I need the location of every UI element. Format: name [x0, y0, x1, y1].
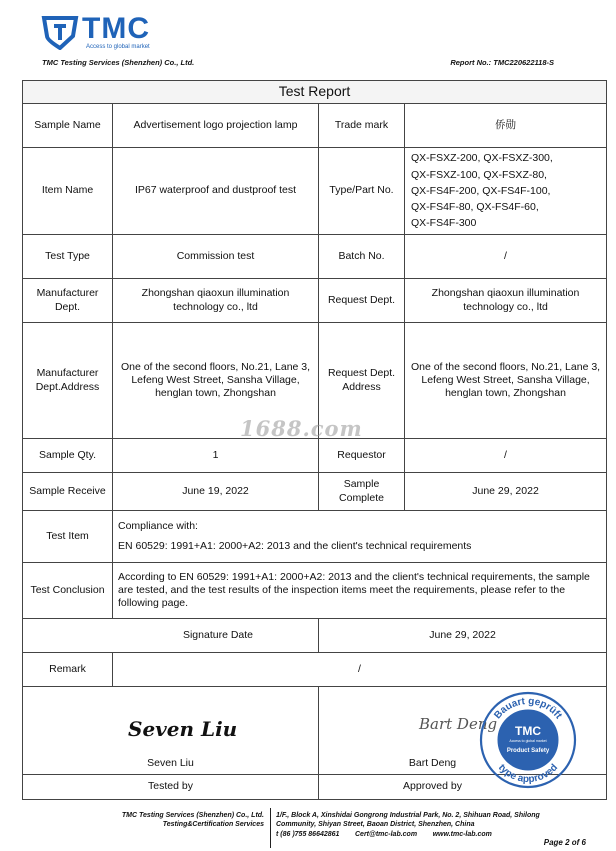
report-title: Test Report — [23, 81, 607, 104]
footer-divider — [270, 808, 271, 848]
remark-label: Remark — [23, 653, 113, 687]
part-line-4: QX-FS4F-80, QX-FS4F-60, — [411, 201, 539, 214]
product-safety-stamp — [478, 690, 578, 790]
tested-by-label: Tested by — [23, 774, 318, 793]
part-line-5: QX-FS4F-300 — [411, 217, 477, 230]
request-address-value: One of the second floors, No.21, Lane 3, Lefeng West Street, Sansha Village, henglan town, Zhongshan — [405, 323, 607, 439]
brand-name: TMC — [82, 12, 150, 45]
sample-complete-value: June 29, 2022 — [405, 473, 607, 511]
header-company: TMC Testing Services (Shenzhen) Co., Ltd. — [42, 58, 195, 67]
signature-date-value: June 29, 2022 — [319, 619, 607, 653]
tester-signature: Seven Liu — [128, 717, 238, 741]
part-line-1: QX-FSXZ-200, QX-FSXZ-300, — [411, 152, 553, 165]
approved-by-label: Approved by — [319, 774, 606, 793]
manufacturer-address-value: One of the second floors, No.21, Lane 3, Lefeng West Street, Sansha Village, henglan town, Zhongshan — [113, 323, 319, 439]
request-dept-label: Request Dept. — [319, 279, 405, 323]
test-type-label: Test Type — [23, 235, 113, 279]
approver-name: Bart Deng — [408, 757, 457, 769]
batch-value: / — [405, 235, 607, 279]
remark-value: / — [113, 653, 607, 687]
test-item-line-2: EN 60529: 1991+A1: 2000+A2: 2013 and the client's technical requirements — [118, 539, 472, 552]
page-number: Page 2 of 6 — [543, 838, 586, 847]
requestor-value: / — [405, 439, 607, 473]
tester-signature-cell — [23, 687, 319, 800]
footer-address-line-2: Community, Shiyan Street, Baoan District, Shenzhen, China — [276, 821, 475, 829]
request-dept-value: Zhongshan qiaoxun illumination technology co., ltd — [405, 279, 607, 323]
trade-mark-value: 侨勋 — [405, 104, 607, 148]
sample-qty-value: 1 — [113, 439, 319, 473]
test-item-value — [113, 511, 607, 563]
sample-receive-label: Sample Receive — [23, 473, 113, 511]
sample-qty-label: Sample Qty. — [23, 439, 113, 473]
type-part-value — [405, 148, 607, 235]
sample-receive-value: June 19, 2022 — [113, 473, 319, 511]
test-conclusion-value: According to EN 60529: 1991+A1: 2000+A2: 2013 and the client's technical requirements, the sample are tested, and the test results of the inspection items meet the requirements, please refer to the following page. — [113, 563, 607, 619]
item-name-value: IP67 waterproof and dustproof test — [113, 148, 319, 235]
request-address-label: Request Dept. Address — [319, 323, 405, 439]
approver-signature: Bart Deng — [419, 715, 498, 733]
requestor-label: Requestor — [319, 439, 405, 473]
test-item-label: Test Item — [23, 511, 113, 563]
brand-tagline: Access to global market — [86, 44, 150, 50]
sample-name-value: Advertisement logo projection lamp — [113, 104, 319, 148]
test-type-value: Commission test — [113, 235, 319, 279]
manufacturer-address-label: Manufacturer Dept.Address — [23, 323, 113, 439]
stamp-caption: Product Safety — [506, 748, 550, 754]
tester-name: Seven Liu — [147, 757, 194, 769]
footer-company-line-1: TMC Testing Services (Shenzhen) Co., Ltd. — [121, 812, 264, 819]
stamp-bottom-text: type approved — [495, 762, 561, 786]
tmc-shield-icon — [40, 14, 80, 50]
test-item-line-1: Compliance with: — [118, 520, 198, 533]
part-line-3: QX-FS4F-200, QX-FS4F-100, — [411, 184, 551, 197]
stamp-brand: TMC — [515, 724, 541, 738]
manufacturer-dept-value: Zhongshan qiaoxun illumination technology co., ltd — [113, 279, 319, 323]
manufacturer-dept-label: Manufacturer Dept. — [23, 279, 113, 323]
trade-mark-label: Trade mark — [319, 104, 405, 148]
sample-name-label: Sample Name — [23, 104, 113, 148]
footer-company — [122, 811, 264, 830]
stamp-top-text: Bauart geprüft — [492, 695, 564, 722]
test-conclusion-label: Test Conclusion — [23, 563, 113, 619]
footer-address — [276, 811, 540, 839]
stamp-tagline: Access to global market — [509, 739, 547, 743]
footer-address-line-1: 1/F., Block A, Xinshidai Gongrong Industrial Park, No. 2, Shihuan Road, Shilong — [276, 812, 540, 819]
footer-contact-line: t (86 )755 86642861 Cert@tmc-lab.com www.tmc-lab.com — [276, 830, 492, 838]
signature-date-label: Signature Date — [23, 619, 319, 653]
footer-company-line-2: Testing&Certification Services — [162, 821, 264, 829]
batch-label: Batch No. — [319, 235, 405, 279]
item-name-label: Item Name — [23, 148, 113, 235]
part-line-2: QX-FSXZ-100, QX-FSXZ-80, — [411, 168, 547, 181]
watermark: 1688.com — [240, 416, 363, 441]
type-part-label: Type/Part No. — [319, 148, 405, 235]
sample-complete-label: Sample Complete — [319, 473, 405, 511]
report-number: Report No.: TMC220622118-S — [450, 58, 554, 67]
